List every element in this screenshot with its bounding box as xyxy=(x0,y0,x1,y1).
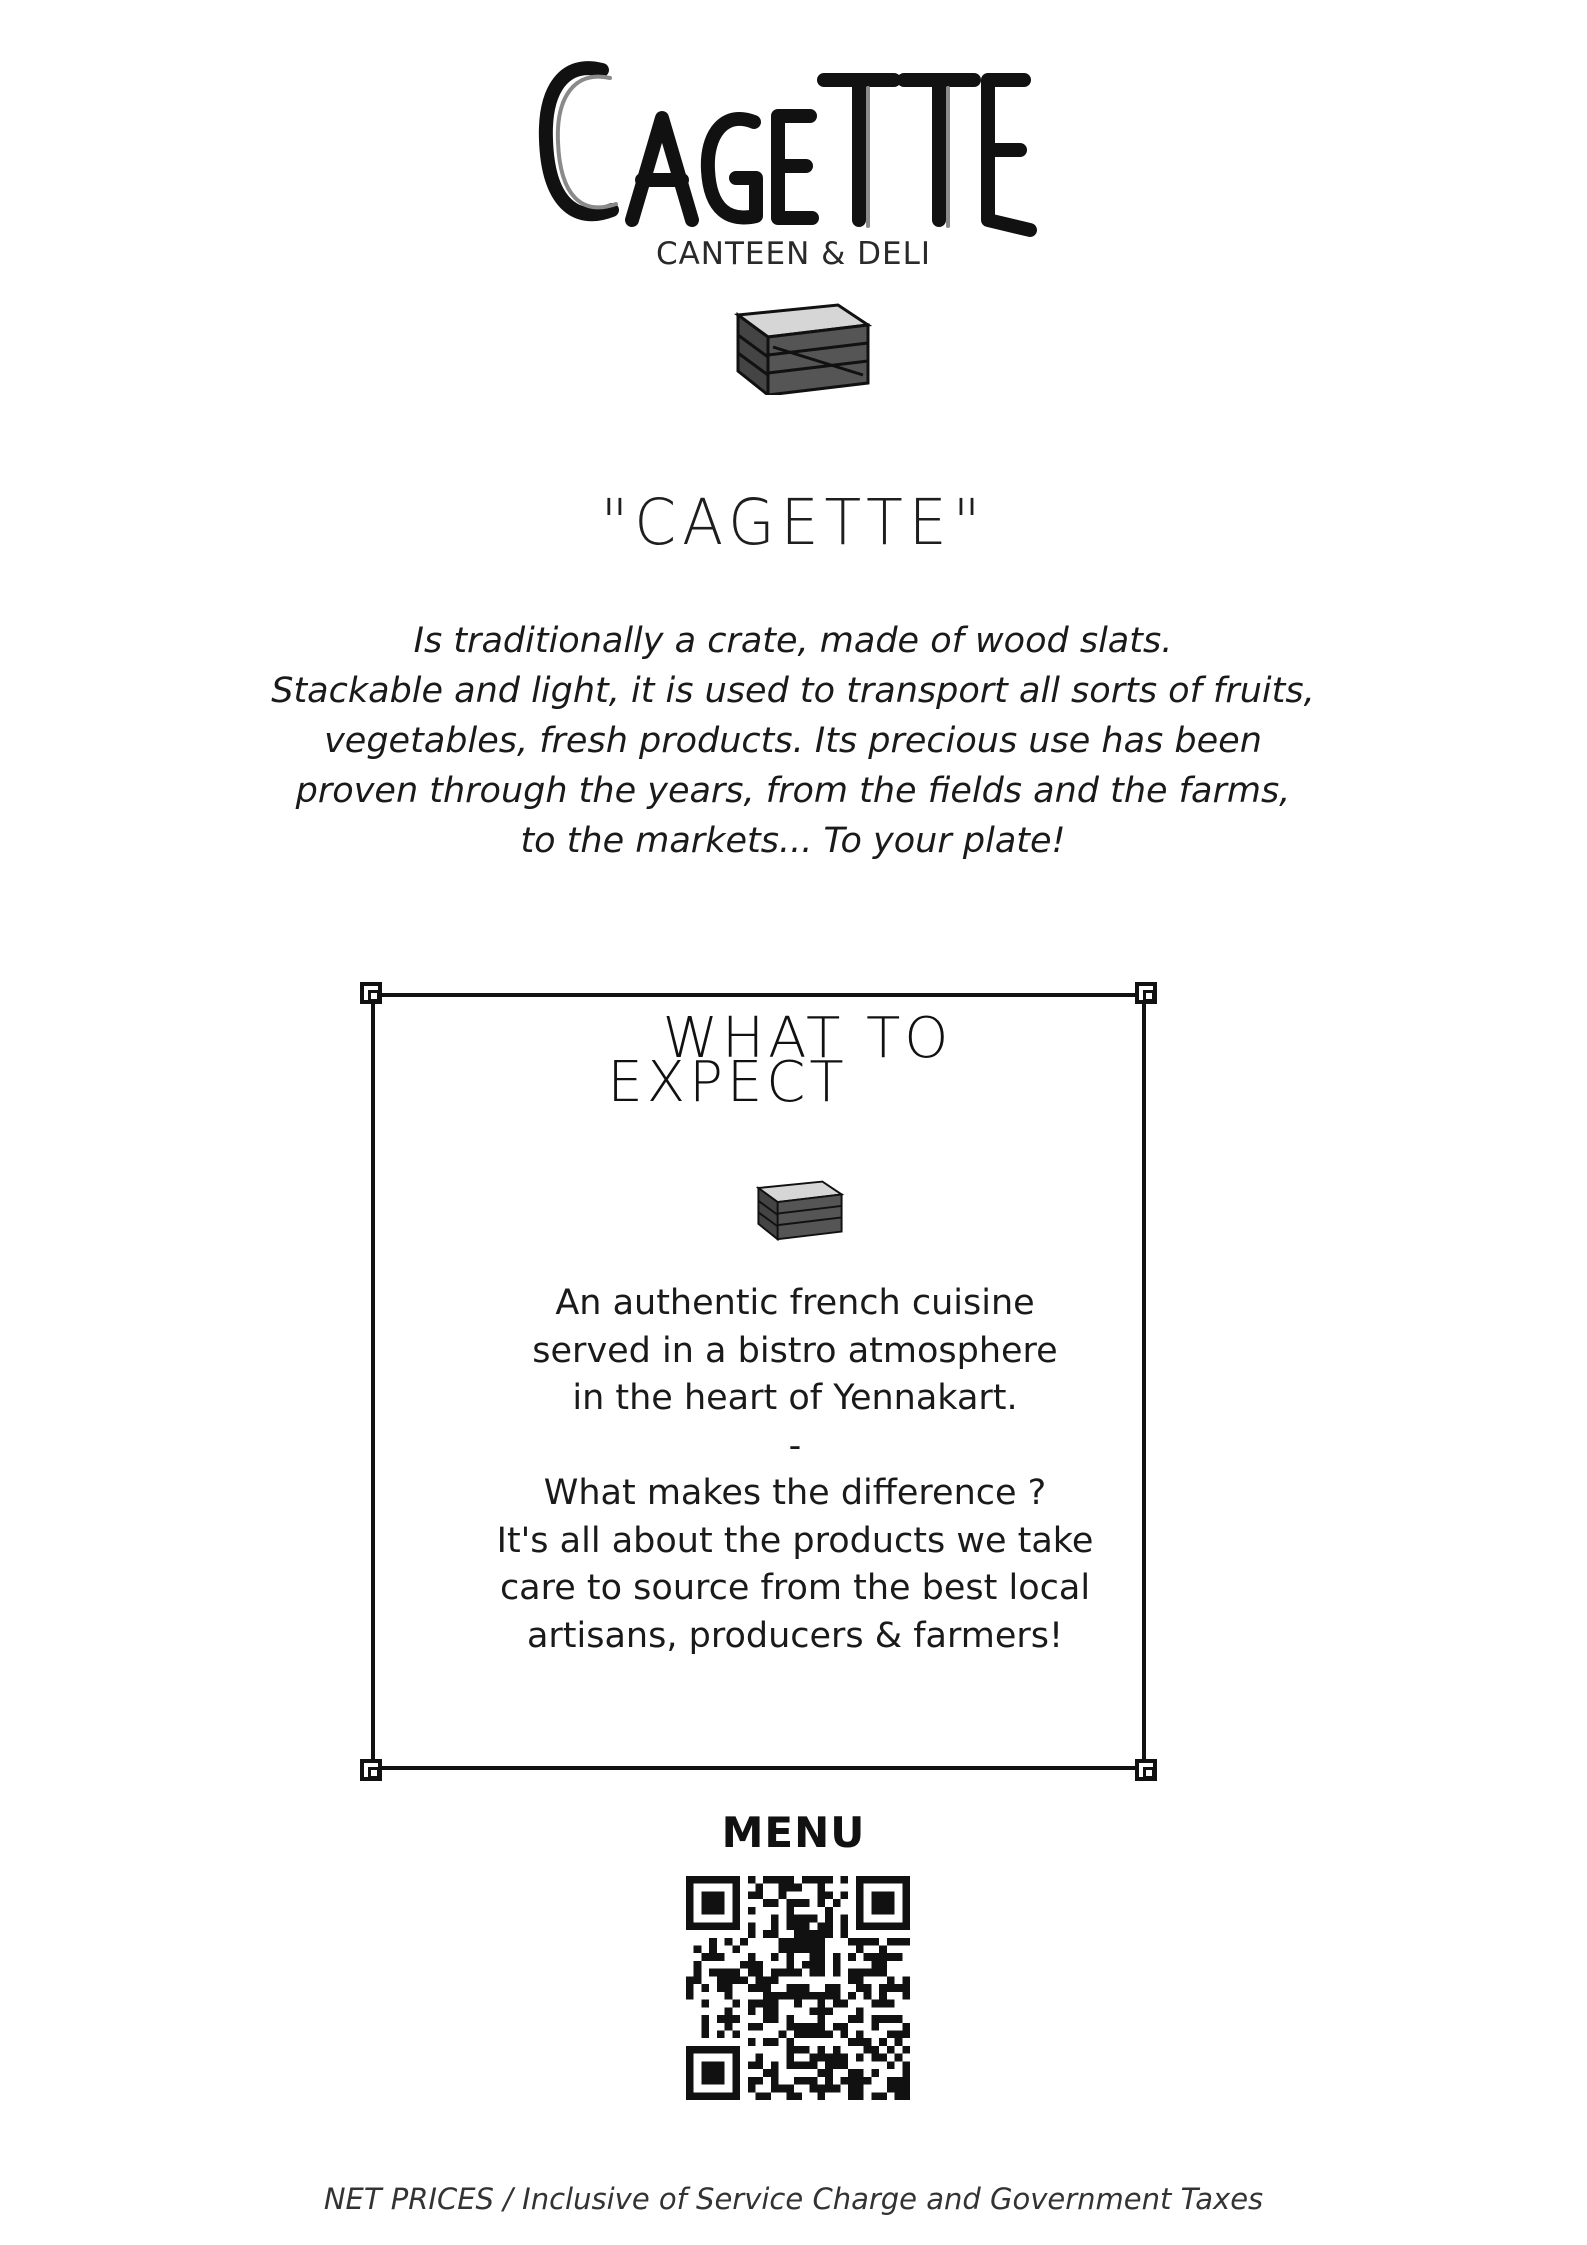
expect-paragraph xyxy=(370,1280,1220,1660)
frame-corner-ornament xyxy=(360,982,382,1004)
expect-line: artisans, producers & farmers! xyxy=(526,1615,1064,1656)
expect-line: It's all about the products we take xyxy=(496,1520,1094,1561)
brand-tagline: CANTEEN & DELI xyxy=(655,236,932,272)
intro-line: vegetables, fresh products. Its precious use has been xyxy=(324,721,1262,761)
intro-paragraph xyxy=(193,616,1393,866)
intro-line: to the markets... To your plate! xyxy=(520,821,1066,861)
wooden-crate-icon xyxy=(728,285,878,395)
intro-line: proven through the years, from the fields and the farms, xyxy=(295,771,1291,811)
expect-line: served in a bistro atmosphere xyxy=(532,1330,1058,1371)
intro-line: Stackable and light, it is used to transport all sorts of fruits, xyxy=(271,671,1315,711)
expect-line: care to source from the best local xyxy=(499,1568,1091,1608)
qr-code-icon[interactable] xyxy=(686,1876,910,2100)
expect-line: in the heart of Yennakart. xyxy=(572,1378,1018,1418)
frame-corner-ornament xyxy=(1135,1759,1157,1781)
wooden-crate-icon xyxy=(752,1166,848,1242)
footer-note: NET PRICES / Inclusive of Service Charge and Government Taxes xyxy=(323,2182,1264,2216)
expect-title-line-1: WHAT TO xyxy=(662,1006,953,1071)
menu-label: MENU xyxy=(721,1808,866,1857)
brand-logo xyxy=(0,40,1587,255)
expect-line: - xyxy=(788,1425,802,1466)
intro-line: Is traditionally a crate, made of wood slats. xyxy=(413,621,1173,661)
frame-corner-ornament xyxy=(1135,982,1157,1004)
expect-title-line-2: EXPECT xyxy=(607,1050,848,1115)
cagette-logo-wordmark xyxy=(524,40,1064,240)
intro-title: "CAGETTE" xyxy=(600,486,987,560)
expect-line: An authentic french cuisine xyxy=(555,1283,1035,1323)
expect-line: What makes the difference ? xyxy=(543,1473,1047,1513)
frame-corner-ornament xyxy=(360,1759,382,1781)
